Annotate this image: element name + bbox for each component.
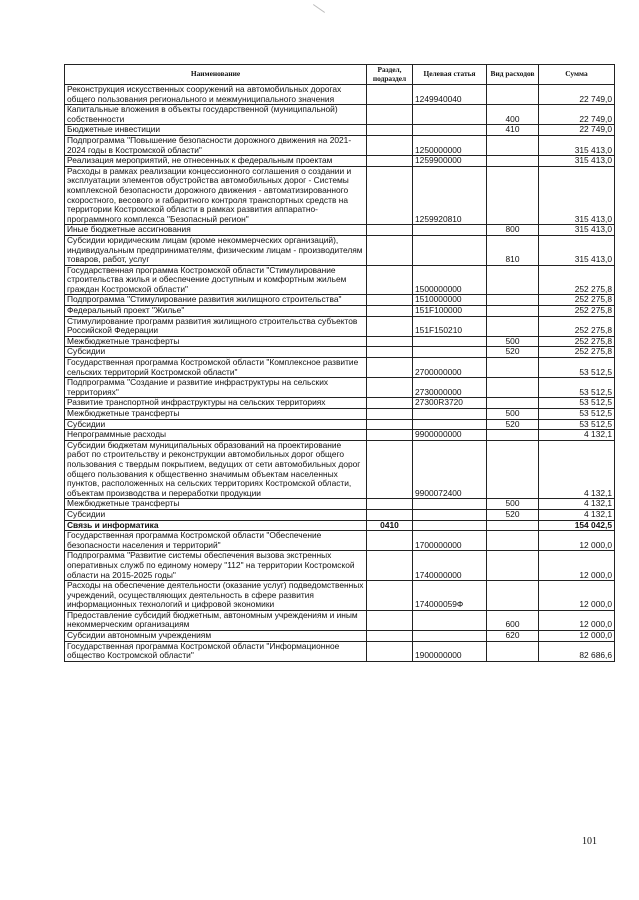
cell-name: Межбюджетные трансферты (65, 336, 367, 347)
cell-name: Субсидии бюджетам муниципальных образований на проектирование работ по строительству и реконструкции автомобильных дорог общего пользования с твердым покрытием, ведущих от сети автомобильных дорог общего пользования к общественно значимым объектам населенных пунктов, расположенных на сельских территориях Костромской области, объектам производства и переработки продукции (65, 440, 367, 499)
cell-sum: 53 512,5 (539, 419, 615, 430)
table-row (65, 378, 615, 398)
cell-sum: 4 132,1 (539, 499, 615, 510)
cell-name: Государственная программа Костромской области "Стимулирование строительства жилья и обеспечение доступным и комфортным жильем граждан Костромской области" (65, 265, 367, 295)
cell-type (487, 440, 539, 499)
cell-name: Субсидии (65, 509, 367, 520)
cell-sum: 4 132,1 (539, 440, 615, 499)
cell-type (487, 641, 539, 661)
cell-target (413, 125, 487, 136)
cell-sum: 12 000,0 (539, 581, 615, 611)
cell-name: Межбюджетные трансферты (65, 409, 367, 420)
cell-type (487, 295, 539, 306)
cell-sum: 4 132,1 (539, 430, 615, 441)
table-row (65, 409, 615, 420)
cell-target: 1259900000 (413, 156, 487, 167)
cell-target (413, 631, 487, 642)
cell-target: 2700000000 (413, 358, 487, 378)
cell-type: 620 (487, 631, 539, 642)
table-row (65, 166, 615, 225)
cell-section (367, 295, 413, 306)
cell-sum: 53 512,5 (539, 398, 615, 409)
cell-sum: 12 000,0 (539, 551, 615, 581)
cell-type (487, 316, 539, 336)
cell-section (367, 336, 413, 347)
cell-name: Стимулирование программ развития жилищного строительства субъектов Российской Федерации (65, 316, 367, 336)
cell-sum: 315 413,0 (539, 225, 615, 236)
page-number: 101 (582, 836, 597, 847)
cell-name: Государственная программа Костромской области "Обеспечение безопасности населения и территорий" (65, 531, 367, 551)
header-target: Целевая статья (413, 65, 487, 85)
cell-type: 800 (487, 225, 539, 236)
cell-name: Межбюджетные трансферты (65, 499, 367, 510)
cell-sum: 4 132,1 (539, 509, 615, 520)
cell-type (487, 551, 539, 581)
cell-section (367, 85, 413, 105)
cell-type (487, 265, 539, 295)
cell-type (487, 378, 539, 398)
cell-name: Подпрограмма "Стимулирование развития жилищного строительства" (65, 295, 367, 306)
table-row (65, 336, 615, 347)
cell-sum: 252 275,8 (539, 316, 615, 336)
cell-type (487, 430, 539, 441)
cell-name: Связь и информатика (65, 520, 367, 531)
cell-target (413, 336, 487, 347)
table-row (65, 531, 615, 551)
cell-section (367, 316, 413, 336)
cell-section (367, 610, 413, 630)
cell-sum: 252 275,8 (539, 306, 615, 317)
cell-section (367, 225, 413, 236)
cell-target (413, 610, 487, 630)
table-row (65, 235, 615, 265)
table-row (65, 225, 615, 236)
cell-sum: 252 275,8 (539, 295, 615, 306)
cell-target (413, 509, 487, 520)
cell-section (367, 440, 413, 499)
cell-sum: 22 749,0 (539, 105, 615, 125)
cell-type (487, 531, 539, 551)
table-row (65, 551, 615, 581)
cell-sum: 315 413,0 (539, 156, 615, 167)
cell-name: Предоставление субсидий бюджетным, автономным учреждениям и иным некоммерческим организациям (65, 610, 367, 630)
cell-name: Капитальные вложения в объекты государственной (муниципальной) собственности (65, 105, 367, 125)
table-row (65, 631, 615, 642)
cell-type: 520 (487, 509, 539, 520)
cell-target: 1500000000 (413, 265, 487, 295)
cell-type (487, 166, 539, 225)
cell-target: 151F100000 (413, 306, 487, 317)
budget-table (64, 64, 615, 662)
cell-sum: 82 686,6 (539, 641, 615, 661)
cell-section (367, 125, 413, 136)
cell-section (367, 235, 413, 265)
cell-name: Субсидии (65, 419, 367, 430)
cell-target: 1250000000 (413, 135, 487, 155)
cell-section (367, 641, 413, 661)
cell-name: Субсидии юридическим лицам (кроме некоммерческих организаций), индивидуальным предпринимателям, физическим лицам - производителям товаров, работ, услуг (65, 235, 367, 265)
cell-section (367, 347, 413, 358)
cell-sum: 12 000,0 (539, 631, 615, 642)
cell-sum: 53 512,5 (539, 409, 615, 420)
table-row (65, 105, 615, 125)
cell-target: 174000059Ф (413, 581, 487, 611)
cell-target: 27300R3720 (413, 398, 487, 409)
cell-target (413, 225, 487, 236)
cell-sum: 315 413,0 (539, 166, 615, 225)
cell-type: 520 (487, 347, 539, 358)
cell-type: 500 (487, 499, 539, 510)
cell-sum: 53 512,5 (539, 378, 615, 398)
cell-sum: 315 413,0 (539, 235, 615, 265)
cell-name: Подпрограмма "Повышение безопасности дорожного движения на 2021-2024 годы в Костромской области" (65, 135, 367, 155)
header-sum: Сумма (539, 65, 615, 85)
cell-sum: 154 042,5 (539, 520, 615, 531)
cell-target (413, 520, 487, 531)
cell-sum: 12 000,0 (539, 531, 615, 551)
cell-section (367, 430, 413, 441)
table-row (65, 419, 615, 430)
cell-section (367, 398, 413, 409)
header-type: Вид расходов (487, 65, 539, 85)
table-row (65, 430, 615, 441)
cell-type (487, 398, 539, 409)
cell-target (413, 347, 487, 358)
cell-target: 151F150210 (413, 316, 487, 336)
cell-target: 9900072400 (413, 440, 487, 499)
table-row (65, 509, 615, 520)
cell-type: 500 (487, 409, 539, 420)
cell-target: 2730000000 (413, 378, 487, 398)
cell-section (367, 156, 413, 167)
cell-name: Федеральный проект "Жилье" (65, 306, 367, 317)
table-header-row (65, 65, 615, 85)
cell-name: Расходы на обеспечение деятельности (оказание услуг) подведомственных учреждений, осуществляющих деятельность в сфере развития информационных технологий и цифровой экономики (65, 581, 367, 611)
table-row (65, 641, 615, 661)
cell-sum: 252 275,8 (539, 265, 615, 295)
cell-section (367, 509, 413, 520)
cell-section (367, 551, 413, 581)
cell-type (487, 135, 539, 155)
cell-type: 520 (487, 419, 539, 430)
cell-target: 1510000000 (413, 295, 487, 306)
table-row (65, 125, 615, 136)
cell-name: Субсидии (65, 347, 367, 358)
table-row (65, 347, 615, 358)
cell-type (487, 85, 539, 105)
cell-name: Государственная программа Костромской области "Информационное общество Костромской области" (65, 641, 367, 661)
cell-name: Иные бюджетные ассигнования (65, 225, 367, 236)
cell-type: 410 (487, 125, 539, 136)
cell-section (367, 631, 413, 642)
cell-section (367, 358, 413, 378)
cell-name: Расходы в рамках реализации концессионного соглашения о создании и эксплуатации элементов обустройства автомобильных дорог - Системы комплексной безопасности дорожного движения - автоматизированного скоростного, весового и габаритного контроля транспортных средств на территории Костромской области в рамках развития аппаратно-программного комплекса "Безопасный регион" (65, 166, 367, 225)
table-row (65, 265, 615, 295)
cell-section (367, 531, 413, 551)
scan-artifact (313, 4, 325, 13)
cell-name: Непрограммные расходы (65, 430, 367, 441)
cell-target (413, 409, 487, 420)
table-row (65, 398, 615, 409)
cell-type (487, 306, 539, 317)
cell-type (487, 156, 539, 167)
header-section: Раздел, подраздел (367, 65, 413, 85)
cell-sum: 22 749,0 (539, 85, 615, 105)
cell-type (487, 581, 539, 611)
table-row (65, 610, 615, 630)
table-row (65, 135, 615, 155)
table-row (65, 316, 615, 336)
cell-type: 400 (487, 105, 539, 125)
cell-name: Бюджетные инвестиции (65, 125, 367, 136)
cell-name: Субсидии автономным учреждениям (65, 631, 367, 642)
cell-section (367, 135, 413, 155)
cell-sum: 252 275,8 (539, 347, 615, 358)
cell-type: 600 (487, 610, 539, 630)
cell-type (487, 358, 539, 378)
cell-section (367, 419, 413, 430)
table-row (65, 306, 615, 317)
table-row (65, 156, 615, 167)
cell-target: 1259920810 (413, 166, 487, 225)
table-row (65, 295, 615, 306)
cell-target: 1249940040 (413, 85, 487, 105)
header-name: Наименование (65, 65, 367, 85)
cell-section (367, 166, 413, 225)
cell-target: 1700000000 (413, 531, 487, 551)
table-row (65, 581, 615, 611)
cell-name: Подпрограмма "Создание и развитие инфраструктуры на сельских территориях" (65, 378, 367, 398)
cell-section (367, 409, 413, 420)
table-row (65, 85, 615, 105)
cell-section (367, 265, 413, 295)
cell-target (413, 499, 487, 510)
cell-name: Реконструкция искусственных сооружений на автомобильных дорогах общего пользования регионального и межмуниципального значения (65, 85, 367, 105)
cell-sum: 12 000,0 (539, 610, 615, 630)
cell-target: 1740000000 (413, 551, 487, 581)
cell-name: Развитие транспортной инфраструктуры на сельских территориях (65, 398, 367, 409)
cell-type (487, 520, 539, 531)
cell-section (367, 105, 413, 125)
cell-type: 810 (487, 235, 539, 265)
cell-section: 0410 (367, 520, 413, 531)
cell-target: 9900000000 (413, 430, 487, 441)
cell-target: 1900000000 (413, 641, 487, 661)
cell-target (413, 105, 487, 125)
cell-name: Реализация мероприятий, не отнесенных к федеральным проектам (65, 156, 367, 167)
cell-section (367, 499, 413, 510)
table-row (65, 499, 615, 510)
cell-name: Государственная программа Костромской области "Комплексное развитие сельских территорий Костромской области" (65, 358, 367, 378)
cell-sum: 22 749,0 (539, 125, 615, 136)
cell-target (413, 419, 487, 430)
cell-sum: 315 413,0 (539, 135, 615, 155)
table-body (65, 85, 615, 662)
cell-section (367, 581, 413, 611)
table-row (65, 520, 615, 531)
cell-name: Подпрограмма "Развитие системы обеспечения вызова экстренных оперативных служб по единому номеру "112" на территории Костромской области на 2015-2025 годы" (65, 551, 367, 581)
cell-section (367, 378, 413, 398)
cell-sum: 252 275,8 (539, 336, 615, 347)
cell-target (413, 235, 487, 265)
cell-type: 500 (487, 336, 539, 347)
cell-section (367, 306, 413, 317)
table-row (65, 440, 615, 499)
cell-sum: 53 512,5 (539, 358, 615, 378)
table-row (65, 358, 615, 378)
